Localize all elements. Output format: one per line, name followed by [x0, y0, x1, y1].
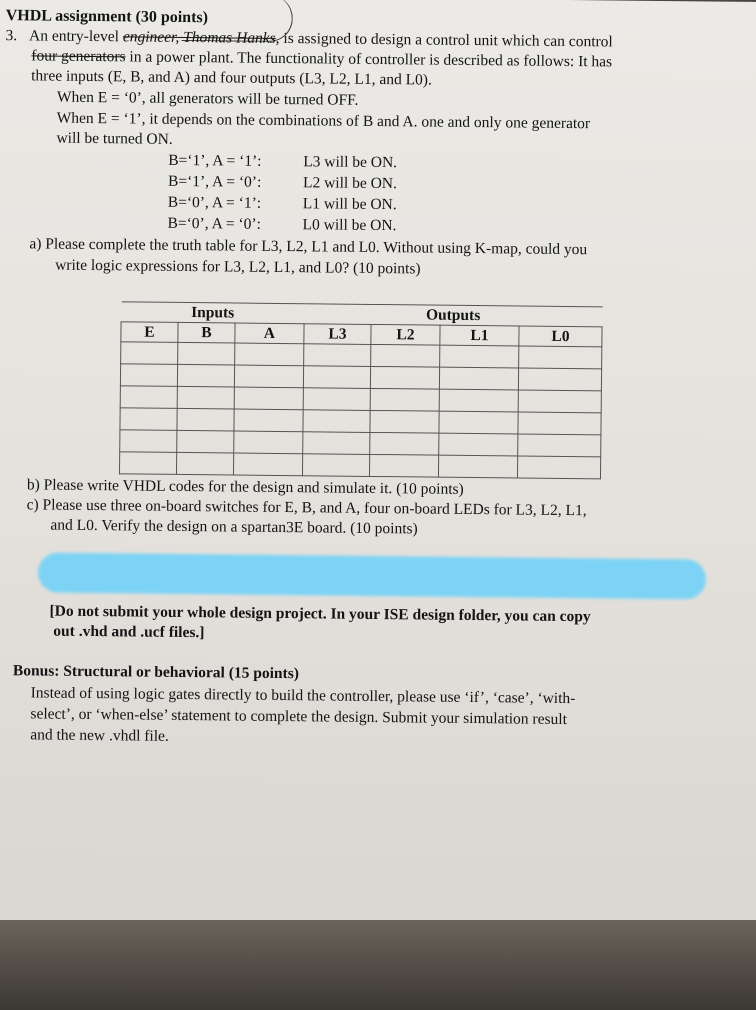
truth-table-cell	[120, 408, 177, 431]
truth-table-body	[119, 342, 601, 479]
truth-table-cell	[302, 454, 369, 477]
problem-intro-line-3: three inputs (E, B, and A) and four outputs (L3, L2, L1, and L0).	[31, 67, 432, 89]
part-b: b) Please write VHDL codes for the design and simulate it. (10 points)	[26, 476, 464, 498]
truth-table-cell	[176, 452, 233, 475]
bonus-heading: Bonus: Structural or behavioral (15 points)	[12, 662, 300, 683]
case-row: B=‘1’, A = ‘0’: L2 will be ON.	[167, 172, 397, 193]
truth-table-cell	[177, 430, 234, 453]
truth-table-cell	[234, 431, 303, 454]
column-header: L1	[440, 325, 519, 346]
truth-table-cell	[369, 454, 438, 477]
truth-table-cell	[177, 386, 234, 409]
truth-table-cell	[370, 366, 439, 389]
truth-table-cell	[439, 433, 518, 456]
truth-table-cell	[517, 456, 600, 479]
note-line-1: [Do not submit your whole design project. In your ISE design folder, you can copy	[49, 602, 591, 626]
bonus-line-2: select’, or ‘when-else’ statement to complete the design. Submit your simulation result	[30, 705, 568, 729]
truth-table-cell	[177, 408, 234, 431]
truth-table-cell	[120, 364, 177, 387]
truth-table-cell	[370, 432, 439, 455]
truth-table-row	[119, 452, 600, 479]
truth-table-cell	[518, 390, 601, 413]
note-line-2: out .vhd and .ucf files.]	[53, 622, 205, 642]
truth-table-cell	[233, 453, 302, 476]
part-c-line-2: and L0. Verify the design on a spartan3E board. (10 points)	[50, 516, 418, 538]
when-e-one-cont: will be turned ON.	[56, 129, 173, 148]
case-row: B=‘1’, A = ‘1’: L3 will be ON.	[168, 151, 398, 172]
when-e-zero: When E = ‘0’, all generators will be turned OFF.	[56, 88, 359, 109]
truth-table-cell	[438, 455, 517, 478]
truth-table-cell	[303, 388, 370, 411]
problem-intro-line-1: 3. An entry-level engineer, Thomas Hanks, is assigned to design a control unit which can control	[5, 27, 613, 51]
inputs-group-label: Inputs	[121, 302, 304, 324]
truth-table-cell	[234, 387, 303, 410]
assignment-title: VHDL assignment (30 points)	[5, 7, 209, 27]
truth-table-cell	[303, 410, 370, 433]
table-surface	[0, 920, 756, 1010]
truth-table-cell	[439, 367, 518, 390]
part-a-line-1: a) Please complete the truth table for L3, L2, L1 and L0. Without using K-map, could you	[29, 235, 588, 259]
truth-table-cell	[120, 386, 177, 409]
bonus-line-3: and the new .vhdl file.	[30, 726, 169, 745]
truth-table-cell	[234, 409, 303, 432]
truth-table-cell	[370, 388, 439, 411]
truth-table-cell	[439, 411, 518, 434]
case-row: B=‘0’, A = ‘0’: L0 will be ON.	[167, 214, 397, 235]
truth-table-cell	[440, 345, 519, 368]
part-a-line-2: write logic expressions for L3, L2, L1, and L0? (10 points)	[55, 256, 421, 278]
truth-table-cell	[303, 366, 370, 389]
column-header: B	[178, 322, 235, 343]
part-c-line-1: c) Please use three on-board switches for E, B, and A, four on-board LEDs for L3, L2, L1,	[26, 496, 587, 520]
truth-table-cell	[303, 432, 370, 455]
truth-table-cell	[120, 430, 177, 453]
truth-table	[119, 301, 603, 479]
case-row: B=‘0’, A = ‘1’: L1 will be ON.	[167, 193, 397, 214]
when-e-one: When E = ‘1’, it depends on the combinations of B and A. one and only one generator	[56, 109, 591, 133]
truth-table-cell	[371, 344, 440, 367]
truth-table-cell	[234, 365, 303, 388]
problem-intro-line-2: four generators in a power plant. The functionality of controller is described as follows: It has	[31, 47, 613, 71]
column-header: E	[121, 322, 178, 343]
redaction-blur	[38, 552, 706, 599]
bonus-line-1: Instead of using logic gates directly to build the controller, please use ‘if’, ‘case’, ‘with-	[30, 684, 576, 708]
truth-table-cell	[439, 389, 518, 412]
truth-table-cell	[121, 342, 178, 365]
column-header: L2	[371, 324, 440, 345]
truth-table-cell	[518, 368, 601, 391]
truth-table-cell	[235, 343, 304, 366]
struck-name: engineer, Thomas Hanks	[122, 28, 276, 47]
truth-table-cell	[177, 364, 234, 387]
truth-table-cell	[119, 452, 176, 475]
truth-table-cell	[304, 344, 371, 367]
column-header: L0	[519, 326, 602, 347]
truth-table-cell	[178, 342, 235, 365]
column-header: L3	[304, 324, 371, 345]
truth-table-cell	[518, 434, 601, 457]
column-header: A	[235, 323, 304, 344]
truth-table-cell	[370, 410, 439, 433]
truth-table-cell	[518, 412, 601, 435]
outputs-group-label: Outputs	[304, 304, 602, 327]
truth-table-cell	[519, 346, 602, 369]
